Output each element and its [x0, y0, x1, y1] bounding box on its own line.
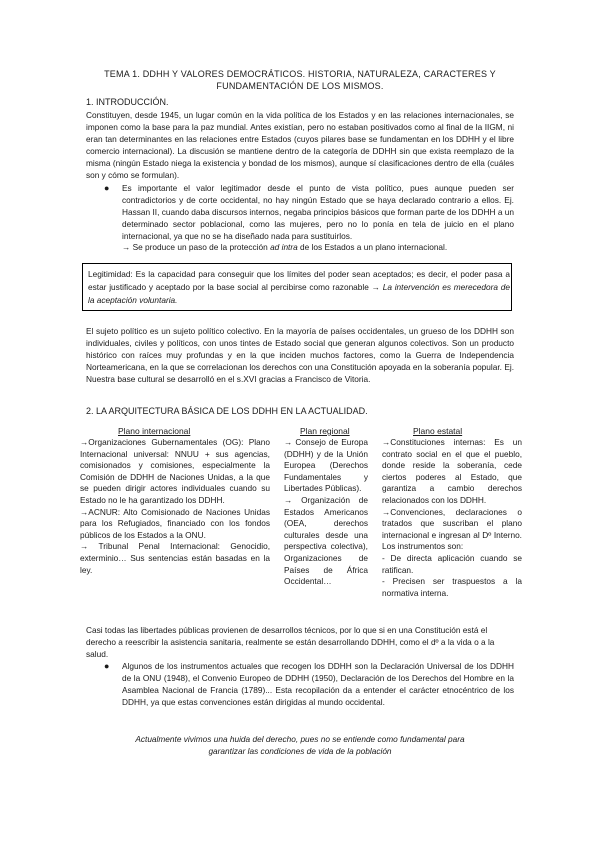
column-regional-body: → Consejo de Europa (DDHH) y de la Unión Europea (Derechos Fundamentales y Libertades Públicas). → Organización de Estados Americanos (OEA, derechos culturales desde una perspectiva colectiva), Organizaciones de Países de África Occidental… [284, 437, 368, 587]
section-1-bullet-1: Es importante el valor legitimador desde el punto de vista político, pues aunque pueden ser contradictorios y de corte occidental, no hay ningún Estado que se haya declarado contrario a ellos. Ej. Hassan II, cuando daba discursos internos, negaba principios básicos que forman parte de los DDHH a un determinado sector poblacional, como las mujeres, pero no lo ponía en tela de juicio en el plano internacional, ya que no se ha diseñado nada para sustituirlos. [122, 183, 514, 241]
title-line-1: TEMA 1. DDHH Y VALORES DEMOCRÁTICOS. HISTORIA, NATURALEZA, CARACTERES Y [104, 69, 496, 79]
section-1-paragraph: Constituyen, desde 1945, un lugar común en la vida política de los Estados y en las relaciones internacionales, se imponen como la base para la paz mundial. Antes existían, pero no estaban positivados como al final de la IIGM, ni eran tan determinantes en las relaciones entre Estados (cuyos pilares base se fundamentan en los DDHH y el libre comercio internacional). La discusión se mantiene dentro de la categoría de DDHH sin que exista reemplazo de la misma (ningún Estado niega la existencia y bondad de los mismos), aunque sí clasificaciones dentro de ella (cuáles son y cómo se formulan). [86, 110, 514, 180]
column-state-body: →Constituciones internas: Es un contrato social en el que el pueblo, donde reside la soberanía, cede ciertos poderes al Estado, que garantiza a cambio derechos relacionados con los DDHH. →Convenciones, declaraciones o tratados que suscriban el plano internacional e ingresan al Dº Interno. Los instrumentos son: - De directa aplicación cuando se ratifican. - Precisen ser traspuestos a la normativa interna. [382, 437, 522, 598]
section-2-paragraph: Casi todas las libertades públicas provienen de desarrollos técnicos, por lo que si en una Constitución está el derecho a reescribir la asistencia sanitaria, realmente se están desarrollando DDHH, como el dº a la vida o a la salud. [86, 625, 495, 659]
closing-remark-line-1: Actualmente vivimos una huida del derecho, pues no se entiende como fundamental para [135, 734, 465, 744]
section-1-paragraph-2: El sujeto político es un sujeto político colectivo. En la mayoría de países occidentales, un grueso de los DDHH son individuales, civiles y políticos, con unos tintes de Estado social que generan algunos colectivos. Son un producto histórico con raíces muy profundas y en la que inciden muchos factores, como la Guerra de Independencia Norteamericana, en la que se correlacionan los derechos con una Constitución apoyada en la soberanía popular. Ej. Nuestra base cultural se desarrolló en el s.XVI gracias a Francisco de Vitoria. [86, 326, 514, 384]
section-1-arrow-note [122, 241, 514, 253]
column-regional-heading: Plan regional [300, 426, 350, 436]
column-international-heading: Plano internacional [118, 426, 191, 436]
closing-remark-line-2: garantizar las condiciones de vida de la población [208, 746, 392, 756]
column-state-heading: Plano estatal [413, 426, 463, 436]
arrow-note-post: de los Estados a un plano internacional. [297, 242, 448, 252]
section-2-bullet-1: Algunos de los instrumentos actuales que recogen los DDHH son la Declaración Universal de los DDHH de la ONU (1948), el Convenio Europeo de DDHH (1950), Declaración de los Derechos del Hombre en la Asamblea Nacional de Francia (1789)... Esta recopilación da a entender el carácter etnocéntrico de los DDHH, ya que estas convenciones están dirigidas al mundo occidental. [122, 661, 514, 707]
definition-em: La intervención es merecedora de la aceptación voluntaria. [88, 282, 510, 305]
definition-text [88, 268, 510, 307]
arrow-note-pre: → Se produce un paso de la protección [122, 242, 271, 252]
bullet-icon: ● [104, 661, 110, 671]
section-1-heading: 1. INTRODUCCIÓN. [86, 97, 169, 107]
section-2-heading: 2. LA ARQUITECTURA BÁSICA DE LOS DDHH EN LA ACTUALIDAD. [86, 406, 368, 416]
document-title [80, 68, 520, 92]
definition-plain: Legitimidad: Es la capacidad para conseguir que los límites del poder sean aceptados; es decir, el poder pasa a estar justificado y aceptado por la base social al percibirse como razonable → [88, 269, 510, 292]
title-line-2: FUNDAMENTACIÓN DE LOS MISMOS. [216, 81, 384, 91]
bullet-icon: ● [104, 183, 110, 193]
arrow-note-em: ad intra [270, 242, 298, 252]
closing-remark [100, 733, 500, 757]
column-international-body: →Organizaciones Gubernamentales (OG): Plano Internacional universal: NNUU + sus agencias, comisionados y comisiones, especialmente la Comisión de DDHH de Naciones Unidas, a la que se pueden dirigir actores individuales cuando su Estado no le ha garantizado los DDHH. →ACNUR: Alto Comisionado de Naciones Unidas para los Refugiados, financiado con los fondos públicos de los Estados a la ONU. → Tribunal Penal Internacional: Genocidio, exterminio… Sus sentencias están basadas en la ley. [80, 437, 270, 575]
